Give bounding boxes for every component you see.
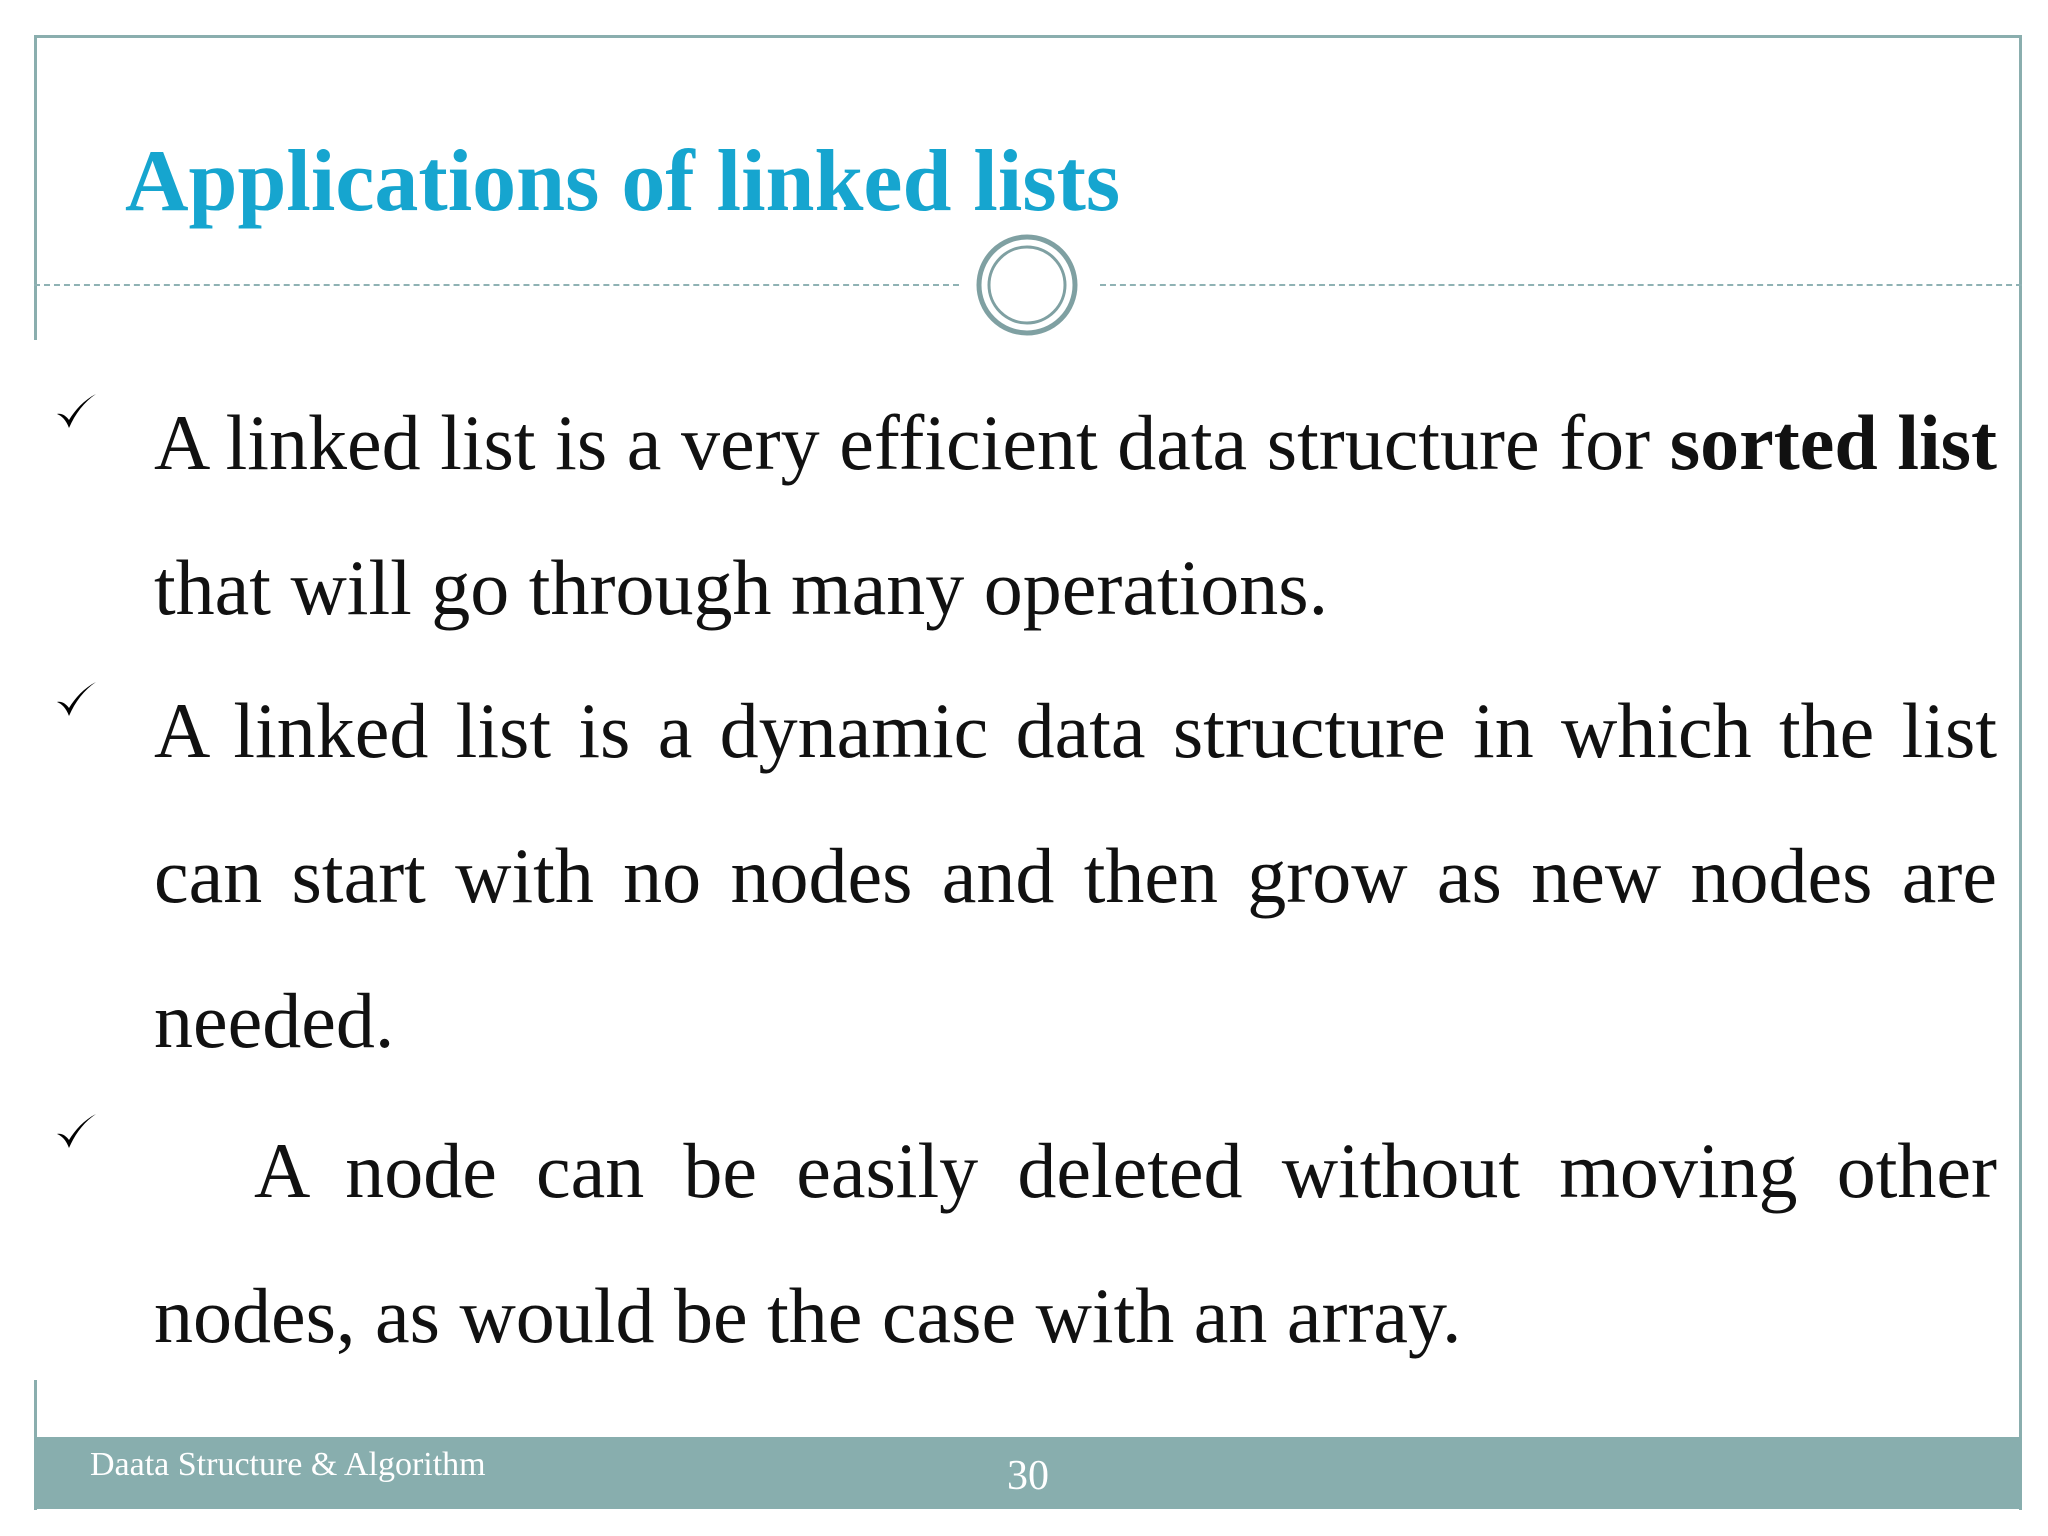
slide-title: Applications of linked lists: [125, 133, 1121, 230]
bullet-text-3-content: A node can be easily deleted without moving other nodes, as would be the case with an array.: [154, 1127, 1997, 1359]
bullet-text-1-part-b: that will go through many operations.: [154, 544, 1329, 631]
page-number: 30: [1007, 1453, 1049, 1499]
checkmark-icon: [54, 392, 98, 432]
title-divider-left: [34, 284, 959, 286]
title-divider-right: [1100, 284, 2022, 286]
bullet-text-3: [154, 1098, 1997, 1388]
bullet-text-2: A linked list is a dynamic data structure in which the list can start with no nodes and then grow as new nodes are needed.: [154, 687, 1997, 1064]
checkmark-icon: [54, 1112, 98, 1152]
slide-frame-right: [2019, 35, 2022, 1510]
footer-course-title: Daata Structure & Algorithm: [90, 1446, 486, 1483]
slide-frame-top: [34, 35, 2021, 38]
slide-frame-left-upper: [34, 35, 37, 340]
bullet-text-1: [154, 370, 1997, 660]
double-circle-icon: [975, 233, 1079, 337]
checkmark-icon: [54, 680, 98, 720]
bullet-text-1-part-a: A linked list is a very efficient data structure for: [154, 399, 1670, 486]
bullet-text-1-bold: sorted list: [1669, 399, 1997, 486]
